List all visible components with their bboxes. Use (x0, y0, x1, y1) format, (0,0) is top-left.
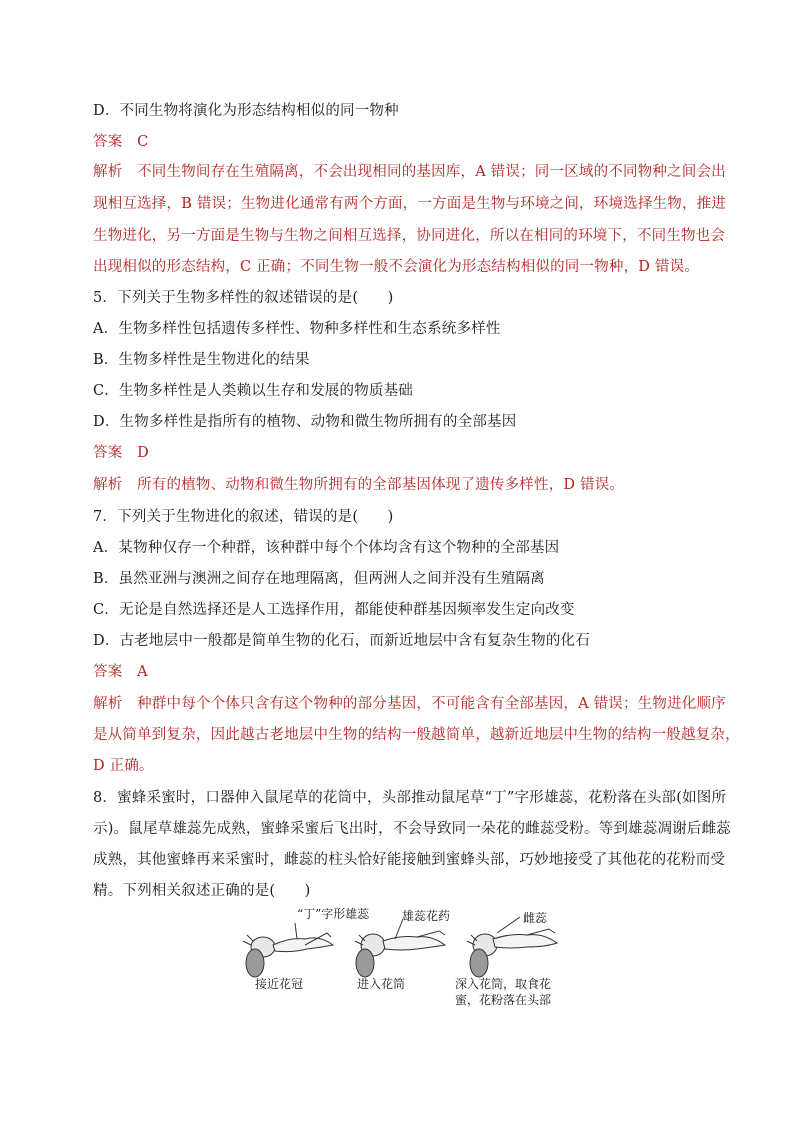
panel-deep-tube (467, 917, 557, 977)
q5-option-b: B．生物多样性是生物进化的结果 (93, 352, 310, 368)
caption-approach-corolla: 接近花冠 (255, 977, 304, 991)
q7-answer: 答案 A (93, 664, 148, 680)
label-anther: 雄蕊花药 (402, 909, 451, 923)
q7-option-b: B．虽然亚洲与澳洲之间存在地理隔离，但两洲人之间并没有生殖隔离 (93, 571, 545, 587)
q7-stem: 7．下列关于生物进化的叙述，错误的是( ) (93, 509, 394, 525)
bee-pollination-figure (235, 905, 575, 1015)
q8-stem-line-3: 成熟，其他蜜蜂再来采蜜时，雌蕊的柱头恰好能接触到蜜蜂头部，巧妙地接受了其他花的花粉而受 (93, 852, 726, 868)
panel-approach-corolla (243, 923, 333, 977)
q7-explanation-line-2: 是从简单到复杂，因此越古老地层中生物的结构一般越简单，越新近地层中生物的结构一般越复杂， (93, 727, 740, 743)
q4-explanation-line-2: 现相互选择，B 错误；生物进化通常有两个方面，一方面是生物与环境之间，环境选择生物，推进 (93, 196, 727, 212)
label-pistil: 雌蕊 (523, 911, 548, 925)
q5-option-d: D．生物多样性是指所有的植物、动物和微生物所拥有的全部基因 (93, 414, 517, 430)
q8-stem-line-4: 精。下列相关叙述正确的是( ) (93, 883, 311, 899)
q7-explanation-line-3: D 正确。 (93, 758, 154, 774)
q8-stem-line-2: 示)。鼠尾草雄蕊先成熟，蜜蜂采蜜后飞出时，不会导致同一朵花的雌蕊受粉。等到雄蕊凋谢后雌蕊 (93, 821, 731, 837)
q4-option-d: D．不同生物将演化为形态结构相似的同一物种 (93, 103, 399, 119)
q5-option-c: C．生物多样性是人类赖以生存和发展的物质基础 (93, 383, 413, 399)
caption-deep-tube-line-2: 蜜，花粉落在头部 (455, 993, 552, 1007)
caption-enter-tube: 进入花筒 (357, 977, 406, 991)
q4-explanation-line-4: 出现相似的形态结构，C 正确；不同生物一般不会演化为形态结构相似的同一物种，D 错误。 (93, 259, 700, 275)
q7-option-a: A．某物种仅存一个种群，该种群中每个个体均含有这个物种的全部基因 (93, 540, 560, 556)
q7-option-d: D．古老地层中一般都是简单生物的化石，而新近地层中含有复杂生物的化石 (93, 633, 590, 649)
q5-explanation-line-1: 解析 所有的植物、动物和微生物所拥有的全部基因体现了遗传多样性，D 错误。 (93, 477, 625, 493)
q5-stem: 5．下列关于生物多样性的叙述错误的是( ) (93, 290, 394, 306)
panel-enter-tube (355, 919, 445, 977)
q4-explanation-line-1: 解析 不同生物间存在生殖隔离，不会出现相同的基因库，A 错误；同一区域的不同物种之间会出 (93, 164, 726, 180)
label-t-shaped-stamen: “丁”字形雄蕊 (297, 907, 370, 921)
q4-explanation-line-3: 生物进化，另一方面是生物与生物之间相互选择，协同进化，所以在相同的环境下，不同生物也会 (93, 228, 726, 244)
caption-deep-tube-line-1: 深入花筒，取食花 (455, 977, 552, 991)
q8-stem-line-1: 8．蜜蜂采蜜时，口器伸入鼠尾草的花筒中，头部推动鼠尾草“丁”字形雄蕊，花粉落在头部(如图所 (93, 790, 727, 806)
q7-option-c: C．无论是自然选择还是人工选择作用，都能使种群基因频率发生定向改变 (93, 602, 575, 618)
q5-option-a: A．生物多样性包括遗传多样性、物种多样性和生态系统多样性 (93, 321, 501, 337)
q5-answer: 答案 D (93, 445, 149, 461)
q7-explanation-line-1: 解析 种群中每个个体只含有这个物种的部分基因，不可能含有全部基因，A 错误；生物进化顺序 (93, 696, 726, 712)
q4-answer: 答案 C (93, 134, 149, 150)
